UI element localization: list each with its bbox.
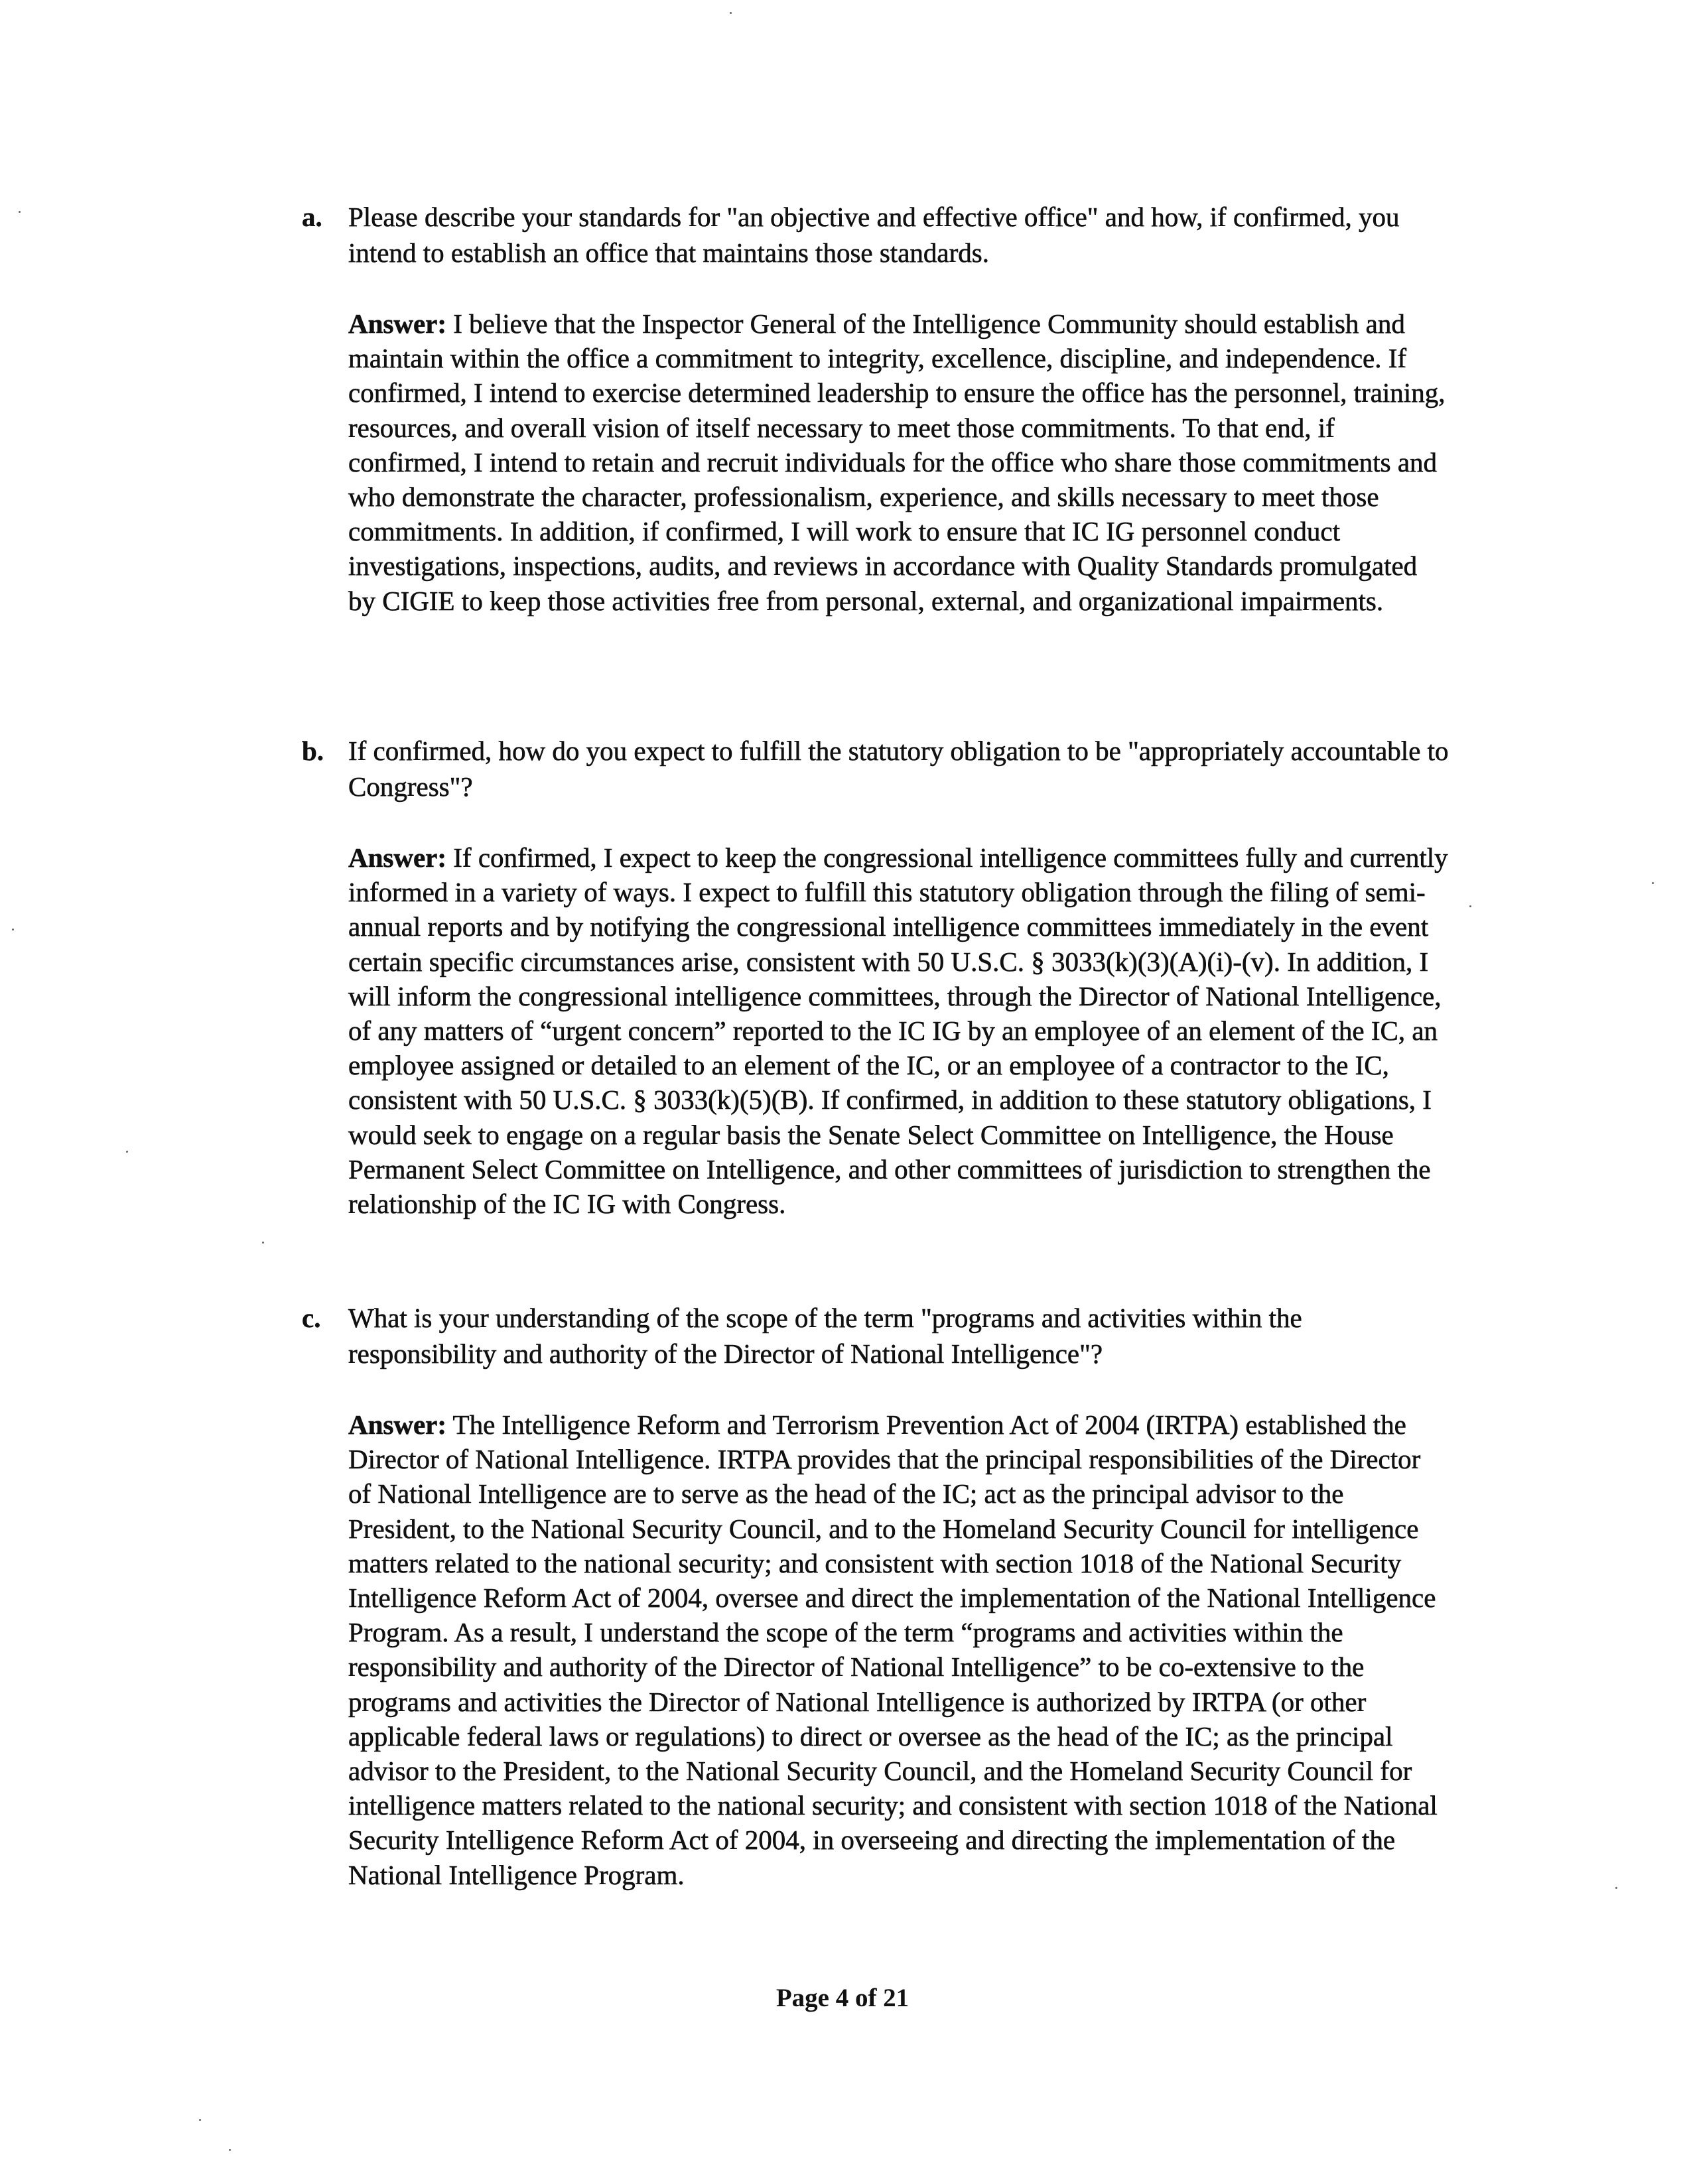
- question-item-b: [302, 733, 1449, 1221]
- answer-text: The Intelligence Reform and Terrorism Prevention Act of 2004 (IRTPA) established the Director of National Intelligence. IRTPA provides that the principal responsibilities of the Director of National Intelligence are to serve as the head of the IC; act as the principal advisor to the President, to the National Security Council, and to the Homeland Security Council for intelligence matters related to the national security; and consistent with section 1018 of the National Security Intelligence Reform Act of 2004, oversee and direct the implementation of the National Intelligence Program. As a result, I understand the scope of the term “programs and activities within the responsibility and authority of the Director of National Intelligence” to be co-extensive to the programs and activities the Director of National Intelligence is authorized by IRTPA (or other applicable federal laws or regulations) to direct or oversee as the head of the IC; as the principal advisor to the President, to the National Security Council, and the Homeland Security Council for intelligence matters related to the national security; and consistent with section 1018 of the National Security Intelligence Reform Act of 2004, in overseeing and directing the implementation of the National Intelligence Program.: [348, 1409, 1438, 1890]
- question-c: [302, 1300, 1449, 1372]
- scan-speck: [199, 2119, 201, 2121]
- answer-label: Answer:: [348, 842, 447, 873]
- question-text: If confirmed, how do you expect to fulfill the statutory obligation to be "appropriately accountable to Congress"?: [348, 736, 1449, 802]
- scan-speck: [262, 1242, 264, 1244]
- scan-speck: [12, 929, 14, 931]
- scan-speck: [19, 211, 21, 213]
- question-item-c: [302, 1300, 1449, 1892]
- question-item-a: [302, 199, 1449, 618]
- answer-text: If confirmed, I expect to keep the congressional intelligence committees fully and currently informed in a variety of ways. I expect to fulfill this statutory obligation through the filing of semi-annual reports and by notifying the congressional intelligence committees immediately in the event certain specific circumstances arise, consistent with 50 U.S.C. § 3033(k)(3)(A)(i)-(v). In addition, I will inform the congressional intelligence committees, through the Director of National Intelligence, of any matters of “urgent concern” reported to the IC IG by an employee of an element of the IC, an employee assigned or detailed to an element of the IC, or an employee of a contractor to the IC, consistent with 50 U.S.C. § 3033(k)(5)(B). If confirmed, in addition to these statutory obligations, I would seek to engage on a regular basis the Senate Select Committee on Intelligence, the House Permanent Select Committee on Intelligence, and other committees of jurisdiction to strengthen the relationship of the IC IG with Congress.: [348, 842, 1448, 1220]
- question-marker: c.: [302, 1303, 321, 1333]
- question-marker: b.: [302, 736, 324, 766]
- scan-speck: [730, 12, 732, 14]
- scan-speck: [229, 2149, 231, 2151]
- answer-b: [302, 840, 1449, 1221]
- scan-speck: [1615, 1887, 1617, 1889]
- question-b: [302, 733, 1449, 804]
- question-marker: a.: [302, 202, 322, 232]
- scan-speck: [1469, 905, 1471, 907]
- answer-text: I believe that the Inspector General of the Intelligence Community should establish and maintain within the office a commitment to integrity, excellence, discipline, and independence. If confirmed, I intend to exercise determined leadership to ensure the office has the personnel, training, resources, and overall vision of itself necessary to meet those commitments. To that end, if confirmed, I intend to retain and recruit individuals for the office who share those commitments and who demonstrate the character, professionalism, experience, and skills necessary to meet those commitments. In addition, if confirmed, I will work to ensure that IC IG personnel conduct investigations, inspections, audits, and reviews in accordance with Quality Standards promulgated by CIGIE to keep those activities free from personal, external, and organizational impairments.: [348, 308, 1446, 616]
- scan-speck: [1652, 882, 1654, 884]
- answer-label: Answer:: [348, 1409, 447, 1440]
- question-text: What is your understanding of the scope of the term "programs and activities within the responsibility and authority of the Director of National Intelligence"?: [348, 1303, 1302, 1369]
- scan-speck: [126, 1151, 128, 1153]
- answer-c: [302, 1407, 1449, 1892]
- question-text: Please describe your standards for "an objective and effective office" and how, if confirmed, you intend to establish an office that maintains those standards.: [348, 202, 1400, 268]
- answer-a: [302, 306, 1449, 618]
- answer-label: Answer:: [348, 308, 447, 339]
- question-a: [302, 199, 1449, 271]
- page-number: Page 4 of 21: [775, 1984, 910, 2012]
